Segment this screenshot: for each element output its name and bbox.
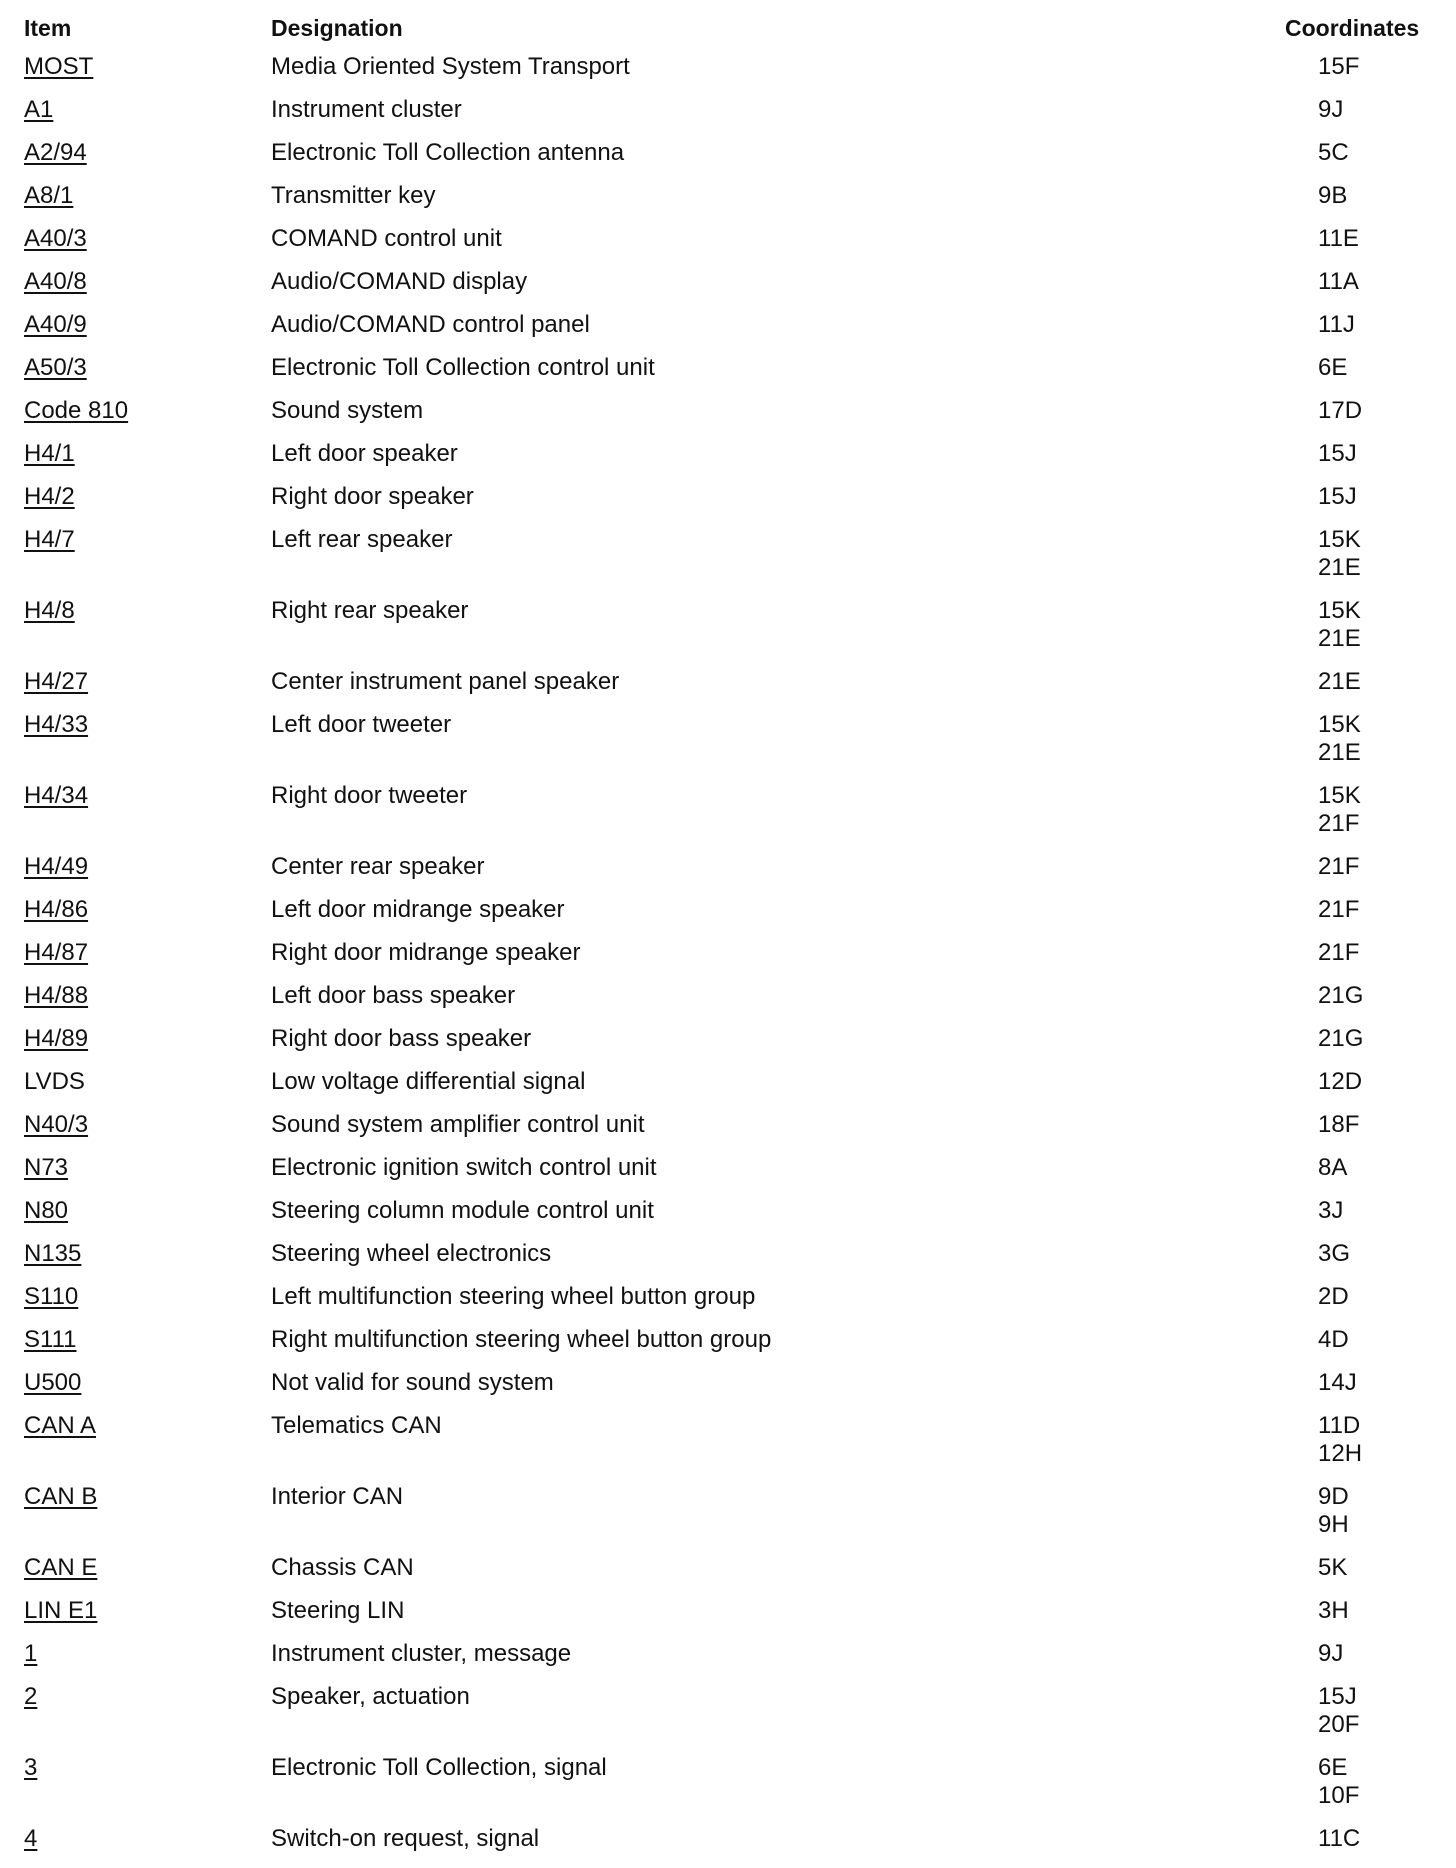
table-row (0, 853, 1456, 896)
coordinate-value: 18F (1318, 1111, 1360, 1138)
item-link[interactable]: A40/8 (24, 268, 87, 295)
item-link[interactable]: H4/33 (24, 711, 89, 738)
designation-text: Media Oriented System Transport (271, 53, 630, 80)
coordinates-cell (1318, 483, 1357, 511)
designation-text: Right door midrange speaker (271, 939, 581, 966)
coordinates-cell (1318, 1825, 1360, 1853)
designation-text: Electronic Toll Collection, signal (271, 1754, 607, 1781)
item-link[interactable]: H4/8 (24, 597, 75, 624)
coordinate-value: 15F (1318, 53, 1360, 80)
coordinate-value: 6E (1318, 1754, 1348, 1781)
coordinate-value: 21G (1318, 1025, 1364, 1052)
coordinates-cell (1318, 1754, 1359, 1810)
coordinates-cell (1318, 896, 1359, 924)
designation-text: Right multifunction steering wheel button group (271, 1326, 772, 1353)
coordinates-cell (1318, 225, 1359, 253)
coordinates-cell (1318, 1483, 1349, 1539)
coordinates-cell (1318, 1068, 1362, 1096)
table-row (0, 982, 1456, 1025)
designation-text: Center rear speaker (271, 853, 485, 880)
item-link[interactable]: H4/86 (24, 896, 89, 923)
table-row (0, 182, 1456, 225)
item-link[interactable]: H4/89 (24, 1025, 89, 1052)
coordinates-cell (1318, 397, 1362, 425)
coordinate-value: 21E (1318, 668, 1361, 695)
coordinate-value: 11C (1318, 1825, 1361, 1852)
item-link[interactable]: A1 (24, 96, 54, 123)
coordinates-cell (1318, 711, 1361, 767)
coordinate-value: 9D (1318, 1483, 1349, 1510)
item-link[interactable]: H4/88 (24, 982, 89, 1009)
coordinates-cell (1318, 354, 1347, 382)
coordinates-cell (1318, 440, 1357, 468)
table-row (0, 1111, 1456, 1154)
coordinates-cell (1318, 782, 1361, 838)
coordinate-value: 9H (1318, 1511, 1349, 1538)
item-link[interactable]: U500 (24, 1369, 82, 1396)
coordinates-cell (1318, 597, 1361, 653)
designation-text: Right door speaker (271, 483, 474, 510)
coordinate-value: 11D (1318, 1412, 1361, 1439)
coordinates-cell (1318, 939, 1359, 967)
table-row (0, 1683, 1456, 1754)
coordinate-value: 5K (1318, 1554, 1348, 1581)
coordinate-value: 10F (1318, 1782, 1360, 1809)
header-item: Item (24, 15, 72, 41)
designation-text: Left multifunction steering wheel button group (271, 1283, 756, 1310)
coordinates-cell (1318, 1025, 1363, 1053)
designation-text: Left door speaker (271, 440, 458, 467)
table-row (0, 96, 1456, 139)
item-link[interactable]: 3 (24, 1754, 38, 1781)
table-row (0, 896, 1456, 939)
coordinates-cell (1318, 1369, 1357, 1397)
item-link[interactable]: A50/3 (24, 354, 87, 381)
item-link[interactable]: CAN E (24, 1554, 98, 1581)
coordinate-value: 21G (1318, 982, 1364, 1009)
table-header (0, 0, 1456, 43)
designation-text: Low voltage differential signal (271, 1068, 586, 1095)
coordinate-value: 21F (1318, 810, 1360, 837)
coordinates-cell (1318, 1240, 1350, 1268)
coordinate-value: 3J (1318, 1197, 1344, 1224)
coordinates-cell (1318, 53, 1359, 81)
designation-text: Left door tweeter (271, 711, 452, 738)
coordinate-value: 9J (1318, 1640, 1344, 1667)
coordinate-value: 15J (1318, 483, 1357, 510)
table-row (0, 1283, 1456, 1326)
item-link[interactable]: H4/7 (24, 526, 75, 553)
item-link[interactable]: 2 (24, 1683, 38, 1710)
item-link[interactable]: H4/27 (24, 668, 89, 695)
coordinate-value: 9B (1318, 182, 1348, 209)
coordinate-value: 8A (1318, 1154, 1348, 1181)
designation-text: Steering wheel electronics (271, 1240, 552, 1267)
coordinate-value: 14J (1318, 1369, 1357, 1396)
coordinate-value: 12H (1318, 1440, 1363, 1467)
table-row (0, 1154, 1456, 1197)
designation-text: Right door tweeter (271, 782, 468, 809)
coordinate-value: 9J (1318, 96, 1344, 123)
designation-text: Speaker, actuation (271, 1683, 470, 1710)
coordinate-value: 15K (1318, 711, 1361, 738)
designation-text: Interior CAN (271, 1483, 404, 1510)
table-row (0, 483, 1456, 526)
designation-text: Telematics CAN (271, 1412, 442, 1439)
coordinates-cell (1318, 982, 1363, 1010)
table-row (0, 1754, 1456, 1825)
designation-text: Center instrument panel speaker (271, 668, 620, 695)
designation-text: Audio/COMAND display (271, 268, 528, 295)
item-link[interactable]: S110 (24, 1283, 79, 1310)
coordinate-value: 15J (1318, 440, 1357, 467)
coordinate-value: 11E (1318, 225, 1359, 252)
designation-text: Left door midrange speaker (271, 896, 565, 923)
designation-text: Audio/COMAND control panel (271, 311, 590, 338)
table-row (0, 268, 1456, 311)
coordinate-value: 15K (1318, 597, 1361, 624)
table-row (0, 1412, 1456, 1483)
header-designation: Designation (271, 15, 403, 41)
item-link[interactable]: A8/1 (24, 182, 74, 209)
coordinate-value: 21F (1318, 853, 1360, 880)
table-row (0, 1326, 1456, 1369)
table-row (0, 139, 1456, 182)
item-link[interactable]: A2/94 (24, 139, 87, 166)
coordinates-cell (1318, 1412, 1362, 1468)
item-link[interactable]: H4/49 (24, 853, 89, 880)
item-link[interactable]: A40/3 (24, 225, 87, 252)
table-row (0, 311, 1456, 354)
table-row (0, 1640, 1456, 1683)
item-link[interactable]: CAN A (24, 1412, 97, 1439)
coordinate-value: 3G (1318, 1240, 1351, 1267)
designation-text: COMAND control unit (271, 225, 502, 252)
coordinates-cell (1318, 526, 1361, 582)
table-row (0, 440, 1456, 483)
item-link[interactable]: MOST (24, 53, 94, 80)
coordinates-cell (1318, 1326, 1349, 1354)
coordinate-value: 21E (1318, 554, 1361, 581)
designation-text: Right door bass speaker (271, 1025, 532, 1052)
header-coordinates: Coordinates (1285, 15, 1420, 41)
designation-text: Left door bass speaker (271, 982, 516, 1009)
designation-text: Transmitter key (271, 182, 436, 209)
item-link[interactable]: N80 (24, 1197, 69, 1224)
table-row (0, 397, 1456, 440)
designation-text: Chassis CAN (271, 1554, 414, 1581)
table-row (0, 1554, 1456, 1597)
coordinates-cell (1318, 96, 1343, 124)
coordinate-value: 21E (1318, 739, 1361, 766)
coordinate-value: 20F (1318, 1711, 1360, 1738)
table-row (0, 597, 1456, 668)
table-row (0, 782, 1456, 853)
item-link[interactable]: 1 (24, 1640, 38, 1667)
coordinate-value: 21E (1318, 625, 1361, 652)
coordinate-value: 5C (1318, 139, 1349, 166)
table-row (0, 1068, 1456, 1111)
coordinate-value: 3H (1318, 1597, 1349, 1624)
designation-text: Steering column module control unit (271, 1197, 654, 1224)
table-row (0, 1197, 1456, 1240)
coordinates-cell (1318, 311, 1355, 339)
table-row (0, 1597, 1456, 1640)
item-label: LVDS (24, 1068, 85, 1095)
coordinates-cell (1318, 268, 1359, 296)
coordinates-cell (1318, 1111, 1359, 1139)
coordinates-cell (1318, 1554, 1347, 1582)
designation-text: Left rear speaker (271, 526, 453, 553)
coordinate-value: 21F (1318, 896, 1360, 923)
table-row (0, 668, 1456, 711)
item-link[interactable]: N135 (24, 1240, 82, 1267)
item-link[interactable]: A40/9 (24, 311, 87, 338)
item-link[interactable]: S111 (24, 1326, 77, 1353)
designation-text: Switch-on request, signal (271, 1825, 540, 1852)
coordinate-value: 12D (1318, 1068, 1363, 1095)
item-link[interactable]: N73 (24, 1154, 69, 1181)
coordinate-value: 6E (1318, 354, 1348, 381)
coordinate-value: 2D (1318, 1283, 1349, 1310)
coordinates-cell (1318, 1154, 1347, 1182)
coordinate-value: 17D (1318, 397, 1363, 424)
item-link[interactable]: Code 810 (24, 397, 129, 424)
coordinates-cell (1318, 1597, 1349, 1625)
table-row (0, 1240, 1456, 1283)
coordinates-cell (1318, 1683, 1359, 1739)
table-row (0, 939, 1456, 982)
item-link[interactable]: CAN B (24, 1483, 98, 1510)
table-row (0, 526, 1456, 597)
coordinate-value: 15K (1318, 526, 1361, 553)
table-row (0, 711, 1456, 782)
designation-text: Electronic Toll Collection control unit (271, 354, 655, 381)
item-link[interactable]: H4/2 (24, 483, 75, 510)
table-row (0, 225, 1456, 268)
designation-text: Instrument cluster, message (271, 1640, 572, 1667)
table-row (0, 53, 1456, 96)
coordinates-cell (1318, 1283, 1349, 1311)
designation-text: Sound system (271, 397, 424, 424)
coordinate-value: 4D (1318, 1326, 1349, 1353)
table-row (0, 1369, 1456, 1412)
coordinate-value: 11A (1318, 268, 1359, 295)
coordinate-value: 11J (1318, 311, 1355, 338)
designation-text: Electronic Toll Collection antenna (271, 139, 625, 166)
coordinates-cell (1318, 182, 1347, 210)
item-link[interactable]: 4 (24, 1825, 38, 1852)
table-body (0, 53, 1456, 1868)
coordinate-value: 15K (1318, 782, 1361, 809)
item-link[interactable]: H4/34 (24, 782, 89, 809)
table-row (0, 354, 1456, 397)
item-link[interactable]: N40/3 (24, 1111, 89, 1138)
coordinates-cell (1318, 668, 1361, 696)
designation-text: Steering LIN (271, 1597, 405, 1624)
designation-text: Not valid for sound system (271, 1369, 554, 1396)
coordinates-cell (1318, 1640, 1343, 1668)
coordinates-cell (1318, 853, 1359, 881)
designation-text: Instrument cluster (271, 96, 462, 123)
item-link[interactable]: LIN E1 (24, 1597, 98, 1624)
coordinate-value: 21F (1318, 939, 1360, 966)
table-row (0, 1025, 1456, 1068)
coordinates-cell (1318, 1197, 1343, 1225)
item-link[interactable]: H4/87 (24, 939, 89, 966)
designation-text: Electronic ignition switch control unit (271, 1154, 657, 1181)
coordinates-cell (1318, 139, 1349, 167)
coordinate-value: 15J (1318, 1683, 1357, 1710)
designation-text: Sound system amplifier control unit (271, 1111, 645, 1138)
item-link[interactable]: H4/1 (24, 440, 75, 467)
table-row (0, 1483, 1456, 1554)
designation-text: Right rear speaker (271, 597, 469, 624)
